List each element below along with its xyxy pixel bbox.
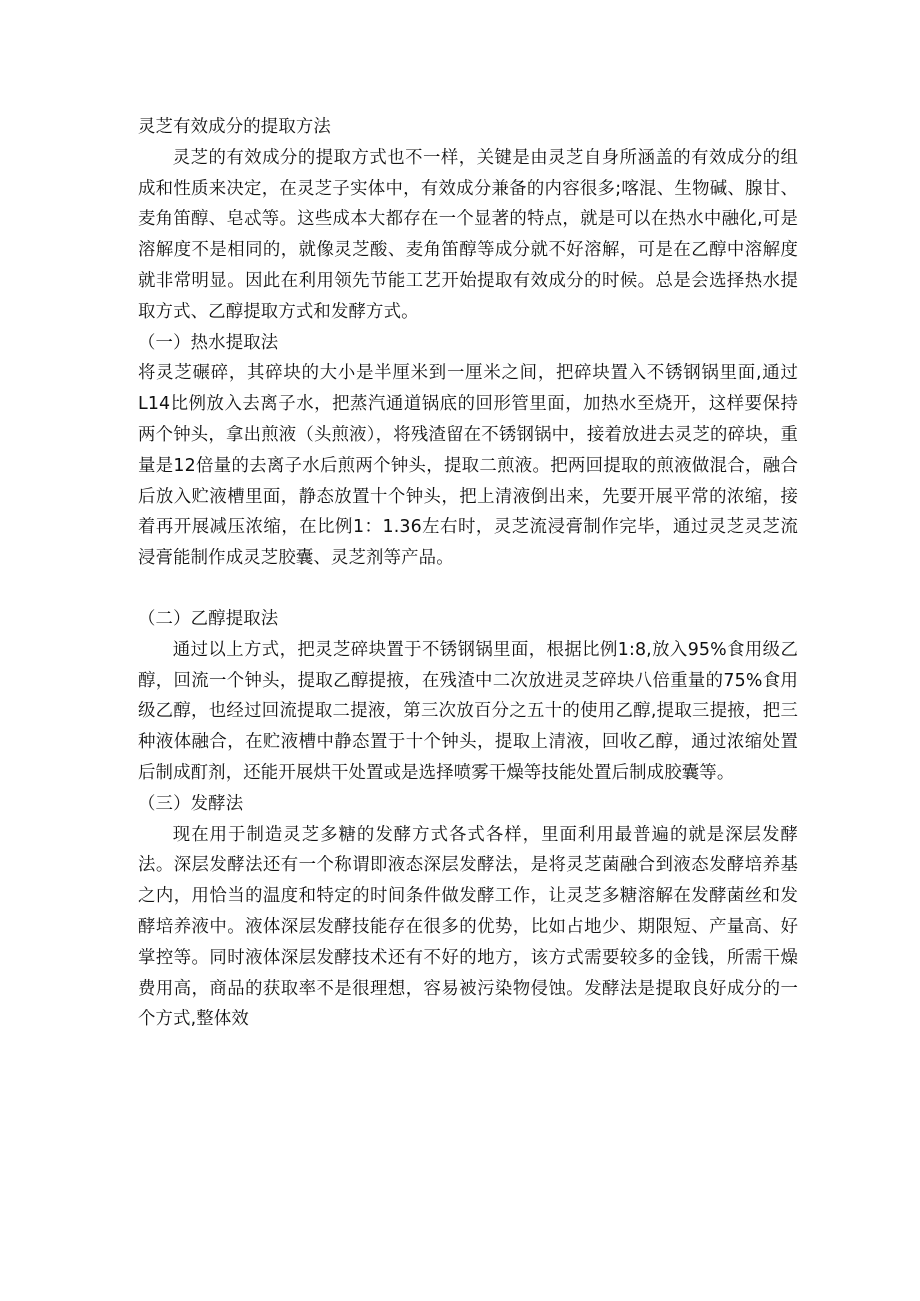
section-body-fermentation: 现在用于制造灵芝多糖的发酵方式各式各样，里面利用最普遍的就是深层发酵法。深层发酵法还有一个称谓即液态深层发酵法，是将灵芝菌融合到液态发酵培养基之内，用恰当的温度和特定的时间条件做发酵工作，让灵芝多糖溶解在发酵菌丝和发酵培养液中。液体深层发酵技能存在很多的优势，比如占地少、期限短、产量高、好掌控等。同时液体深层发酵技术还有不好的地方，该方式需要较多的金钱，所需干燥费用高，商品的获取率不是很理想，容易被污染物侵蚀。发酵法是提取良好成分的一个方式,整体效 xyxy=(138,824,798,1030)
section-heading-ethanol: （二）乙醇提取法 xyxy=(138,608,279,629)
section-body-hot-water: 将灵芝碾碎，其碎块的大小是半厘米到一厘米之间，把碎块置入不锈钢锅里面,通过L14比例放入去离子水，把蒸汽通道锅底的回形管里面，加热水至烧开，这样要保持两个钟头，拿出煎液（头煎液），将残渣留在不锈钢锅中，接着放进去灵芝的碎块，重量是12倍量的去离子水后煎两个钟头，提取二煎液。把两回提取的煎液做混合，融合后放入贮液槽里面，静态放置十个钟头，把上清液倒出来，先要开展平常的浓缩，接着再开展减压浓缩，在比例1：1.36左右时，灵芝流浸膏制作完毕，通过灵芝灵芝流浸膏能制作成灵芝胶囊、灵芝剂等产品。 xyxy=(138,363,798,569)
section-heading-fermentation: （三）发酵法 xyxy=(138,793,244,814)
paragraph-gap xyxy=(138,574,798,604)
intro-paragraph: 灵芝的有效成分的提取方式也不一样，关键是由灵芝自身所涵盖的有效成分的组成和性质来决定，在灵芝子实体中，有效成分兼备的内容很多;喀混、生物碱、腺甘、麦角笛醇、皂忒等。这些成本大都存在一个显著的特点，就是可以在热水中融化,可是溶解度不是相同的，就像灵芝酸、麦角笛醇等成分就不好溶解，可是在乙醇中溶解度就非常明显。因此在利用领先节能工艺开始提取有效成分的时候。总是会选择热水提取方式、乙醇提取方式和发酵方式。 xyxy=(138,147,798,322)
section-body-ethanol: 通过以上方式，把灵芝碎块置于不锈钢锅里面，根据比例1:8,放入95%食用级乙醇，回流一个钟头，提取乙醇提掖，在残渣中二次放进灵芝碎块八倍重量的75%食用级乙醇，也经过回流提取二提液，第三次放百分之五十的使用乙醇,提取三提掖，把三种液体融合，在贮液槽中静态置于十个钟头，提取上清液，回收乙醇，通过浓缩处置后制成酊剂，还能开展烘干处置或是选择喷雾干燥等技能处置后制成胶囊等。 xyxy=(138,639,798,783)
document-title: 灵芝有效成分的提取方法 xyxy=(138,117,331,137)
section-heading-hot-water: （一）热水提取法 xyxy=(138,332,279,353)
document-body xyxy=(138,112,798,1035)
